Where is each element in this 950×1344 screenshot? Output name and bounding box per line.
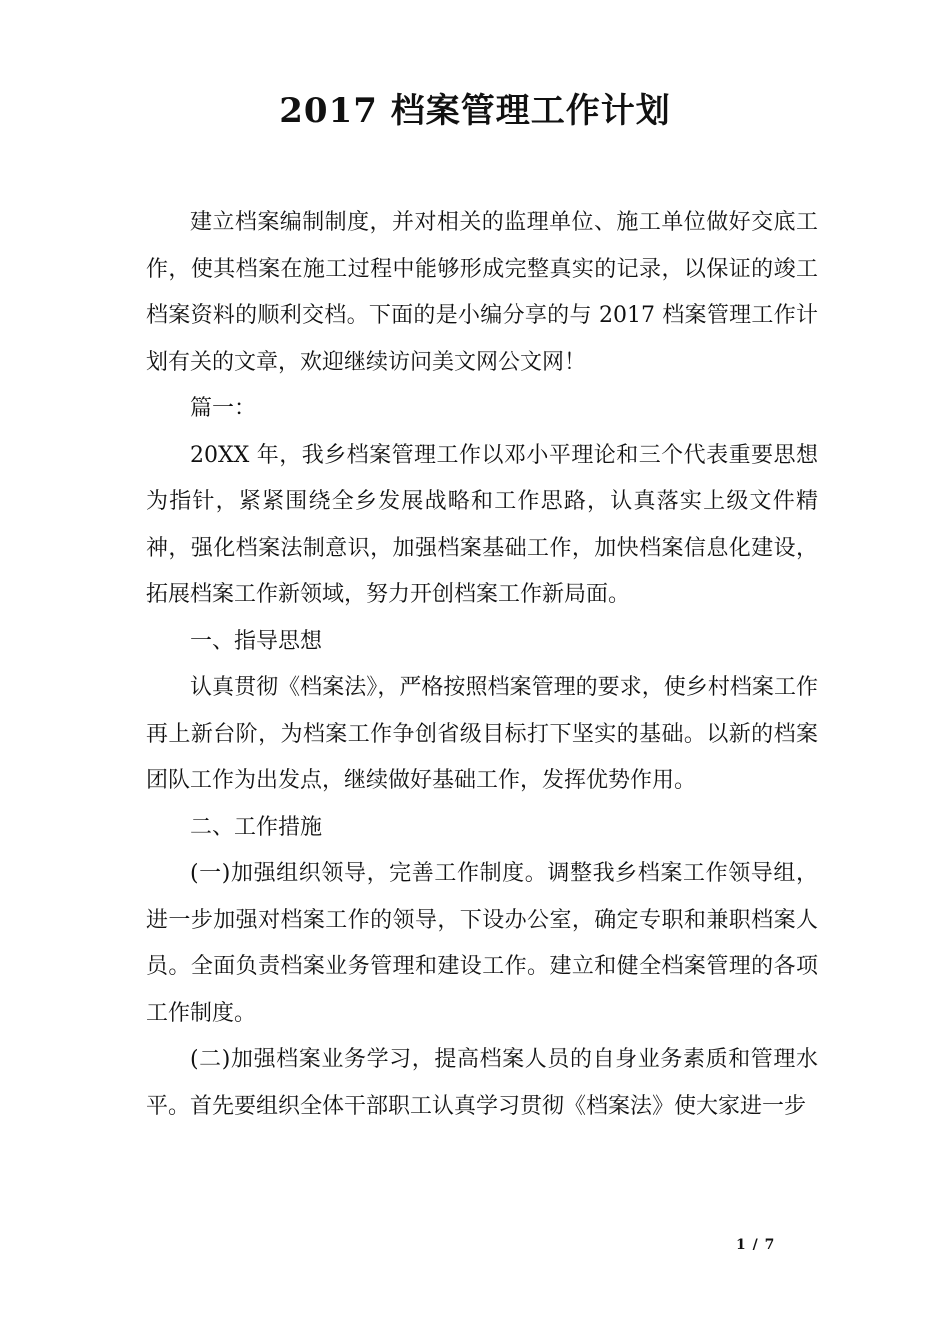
overview-paragraph: 20XX 年，我乡档案管理工作以邓小平理论和三个代表重要思想为指针，紧紧围绕全乡发展战略和工作思路，认真落实上级文件精神，强化档案法制意识，加强档案基础工作，加快档案信息化建设，拓展档案工作新领域，努力开创档案工作新局面。 — [146, 442, 818, 607]
section-heading-guiding-thought: 一、指导思想 — [190, 628, 323, 654]
section-heading-work-measures: 二、工作措施 — [190, 814, 323, 840]
section-label-part-one: 篇一： — [190, 396, 257, 421]
guiding-thought-paragraph: 认真贯彻《档案法》，严格按照档案管理的要求，使乡村档案工作再上新台阶，为档案工作争创省级目标打下坚实的基础。以新的档案团队工作为出发点，继续做好基础工作，发挥优势作用。 — [146, 675, 818, 793]
intro-paragraph: 建立档案编制制度，并对相关的监理单位、施工单位做好交底工作，使其档案在施工过程中能够形成完整真实的记录，以保证的竣工档案资料的顺利交档。下面的是小编分享的与 2017 档案管理工作计划有关的文章，欢迎继续访问美文网公文网！ — [146, 210, 818, 375]
measure-one-paragraph: (一)加强组织领导，完善工作制度。调整我乡档案工作领导组，进一步加强对档案工作的领导，下设办公室，确定专职和兼职档案人员。全面负责档案业务管理和建设工作。建立和健全档案管理的各项工作制度。 — [146, 861, 818, 1026]
page-number: 1 / 7 — [736, 1237, 776, 1253]
document-body — [146, 200, 818, 1130]
document-title: 2017 档案管理工作计划 — [279, 91, 671, 131]
measure-two-paragraph: (二)加强档案业务学习，提高档案人员的自身业务素质和管理水平。首先要组织全体干部职工认真学习贯彻《档案法》使大家进一步 — [146, 1047, 818, 1119]
